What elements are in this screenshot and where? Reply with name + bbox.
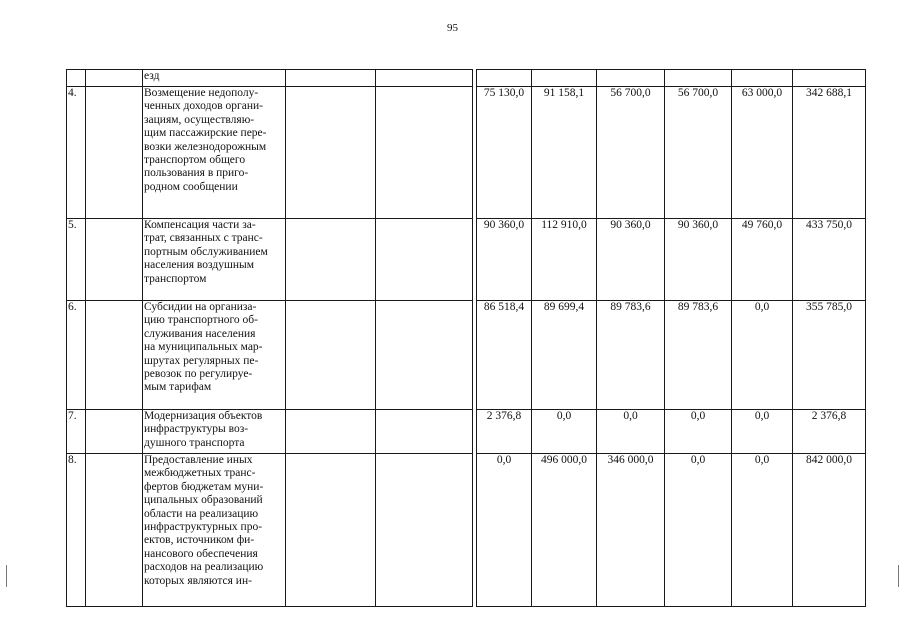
empty-cell: [86, 87, 143, 219]
row-name-line: зациям, осуществляю-: [144, 113, 255, 126]
row-name-cell: [143, 454, 286, 607]
row-name-line: трат, связанных с транс-: [144, 232, 263, 245]
row-index-cell: 4.: [67, 87, 86, 219]
value-cell: 0,0: [732, 301, 793, 410]
value-cell: 433 750,0: [793, 219, 866, 301]
row-name-line: шрутах регулярных пе-: [144, 354, 259, 367]
row-name-cell: [143, 301, 286, 410]
scan-edge-mark: [6, 565, 7, 587]
row-index-cell: 7.: [67, 410, 86, 454]
value-cell: 342 688,1: [793, 87, 866, 219]
value-cell: 0,0: [732, 454, 793, 607]
budget-table: [66, 69, 866, 607]
value-cell: 346 000,0: [597, 454, 665, 607]
row-name-line: Модернизация объектов: [144, 410, 263, 422]
row-name-line: ектов, источником фи-: [144, 534, 255, 547]
value-cell: 0,0: [665, 410, 732, 454]
row-name-line: фертов бюджетам муни-: [144, 480, 264, 493]
empty-cell: [376, 410, 473, 454]
value-cell: 355 785,0: [793, 301, 866, 410]
value-cell: [477, 70, 532, 87]
value-cell: [665, 70, 732, 87]
value-cell: 90 360,0: [477, 219, 532, 301]
row-name-line: которых являются ин-: [144, 574, 252, 587]
row-name-line: расходов на реализацию: [144, 561, 264, 574]
value-cell: [532, 70, 597, 87]
row-name-line: возки железнодорожным: [144, 140, 267, 153]
row-name-line: цию транспортного об-: [144, 314, 258, 327]
table-row: [67, 454, 866, 607]
value-cell: 2 376,8: [477, 410, 532, 454]
empty-cell: [376, 301, 473, 410]
value-cell: 2 376,8: [793, 410, 866, 454]
row-name-cell: [143, 219, 286, 301]
empty-cell: [286, 301, 376, 410]
row-name-line: ципальных образований: [144, 494, 263, 507]
empty-cell: [376, 219, 473, 301]
table-row: [67, 301, 866, 410]
table-row-continuation: [67, 70, 866, 87]
row-name-cell: [143, 87, 286, 219]
row-index-cell: 6.: [67, 301, 86, 410]
row-name-line: ченных доходов органи-: [144, 100, 263, 113]
row-name-line: служивания населения: [144, 327, 256, 340]
value-cell: 86 518,4: [477, 301, 532, 410]
empty-cell: [86, 410, 143, 454]
value-cell: 89 783,6: [597, 301, 665, 410]
row-name-line: Компенсация части за-: [144, 219, 256, 231]
value-cell: 89 783,6: [665, 301, 732, 410]
row-name-line: области на реализацию: [144, 507, 259, 520]
row-name-cell: [143, 410, 286, 454]
empty-cell: [376, 87, 473, 219]
page-number: 95: [447, 22, 458, 34]
row-name-line: Возмещение недополу-: [144, 87, 259, 99]
value-cell: 90 360,0: [665, 219, 732, 301]
empty-cell: [86, 454, 143, 607]
row-name-line: пользования в приго-: [144, 167, 249, 180]
value-cell: 0,0: [665, 454, 732, 607]
value-cell: [793, 70, 866, 87]
value-cell: 0,0: [532, 410, 597, 454]
empty-cell: [286, 410, 376, 454]
value-cell: 496 000,0: [532, 454, 597, 607]
row-name-line: Предоставление иных: [144, 454, 253, 466]
table-row: [67, 87, 866, 219]
value-cell: [597, 70, 665, 87]
row-name-line: инфраструктурных про-: [144, 521, 263, 534]
row-name-line: мым тарифам: [144, 381, 212, 394]
row-name-line: щим пассажирские пере-: [144, 127, 267, 140]
value-cell: 0,0: [732, 410, 793, 454]
empty-cell: [376, 454, 473, 607]
value-cell: 842 000,0: [793, 454, 866, 607]
value-cell: 0,0: [597, 410, 665, 454]
row-name-line: ревозок по регулируе-: [144, 368, 253, 381]
value-cell: 56 700,0: [665, 87, 732, 219]
value-cell: [732, 70, 793, 87]
row-index-cell: [67, 70, 86, 87]
value-cell: 89 699,4: [532, 301, 597, 410]
row-name-line: душного транспорта: [144, 436, 245, 449]
row-name-line: транспортом общего: [144, 154, 246, 167]
value-cell: 90 360,0: [597, 219, 665, 301]
row-name-line: родном сообщении: [144, 180, 238, 193]
value-cell: 91 158,1: [532, 87, 597, 219]
empty-cell: [286, 219, 376, 301]
row-name-line: нансового обеспечения: [144, 547, 258, 560]
empty-cell: [286, 454, 376, 607]
value-cell: 75 130,0: [477, 87, 532, 219]
row-name-line: транспортом: [144, 272, 207, 285]
table-row: [67, 410, 866, 454]
empty-cell: [86, 219, 143, 301]
row-name-line: инфраструктуры воз-: [144, 423, 249, 436]
empty-cell: [86, 301, 143, 410]
value-cell: 0,0: [477, 454, 532, 607]
empty-cell: [86, 70, 143, 87]
row-name-cell: [143, 70, 286, 87]
table-row: [67, 219, 866, 301]
empty-cell: [376, 70, 473, 87]
row-name-line: портным обслуживанием: [144, 245, 268, 258]
value-cell: 63 000,0: [732, 87, 793, 219]
row-name-line: населения воздушным: [144, 259, 254, 272]
row-name-line: на муниципальных мар-: [144, 341, 263, 354]
row-name-line: Субсидии на организа-: [144, 301, 257, 313]
value-cell: 49 760,0: [732, 219, 793, 301]
value-cell: 112 910,0: [532, 219, 597, 301]
empty-cell: [286, 70, 376, 87]
empty-cell: [286, 87, 376, 219]
scan-edge-mark: [898, 565, 899, 587]
value-cell: 56 700,0: [597, 87, 665, 219]
row-name-line: езд: [144, 70, 160, 82]
row-index-cell: 5.: [67, 219, 86, 301]
row-index-cell: 8.: [67, 454, 86, 607]
row-name-line: межбюджетных транс-: [144, 467, 256, 480]
